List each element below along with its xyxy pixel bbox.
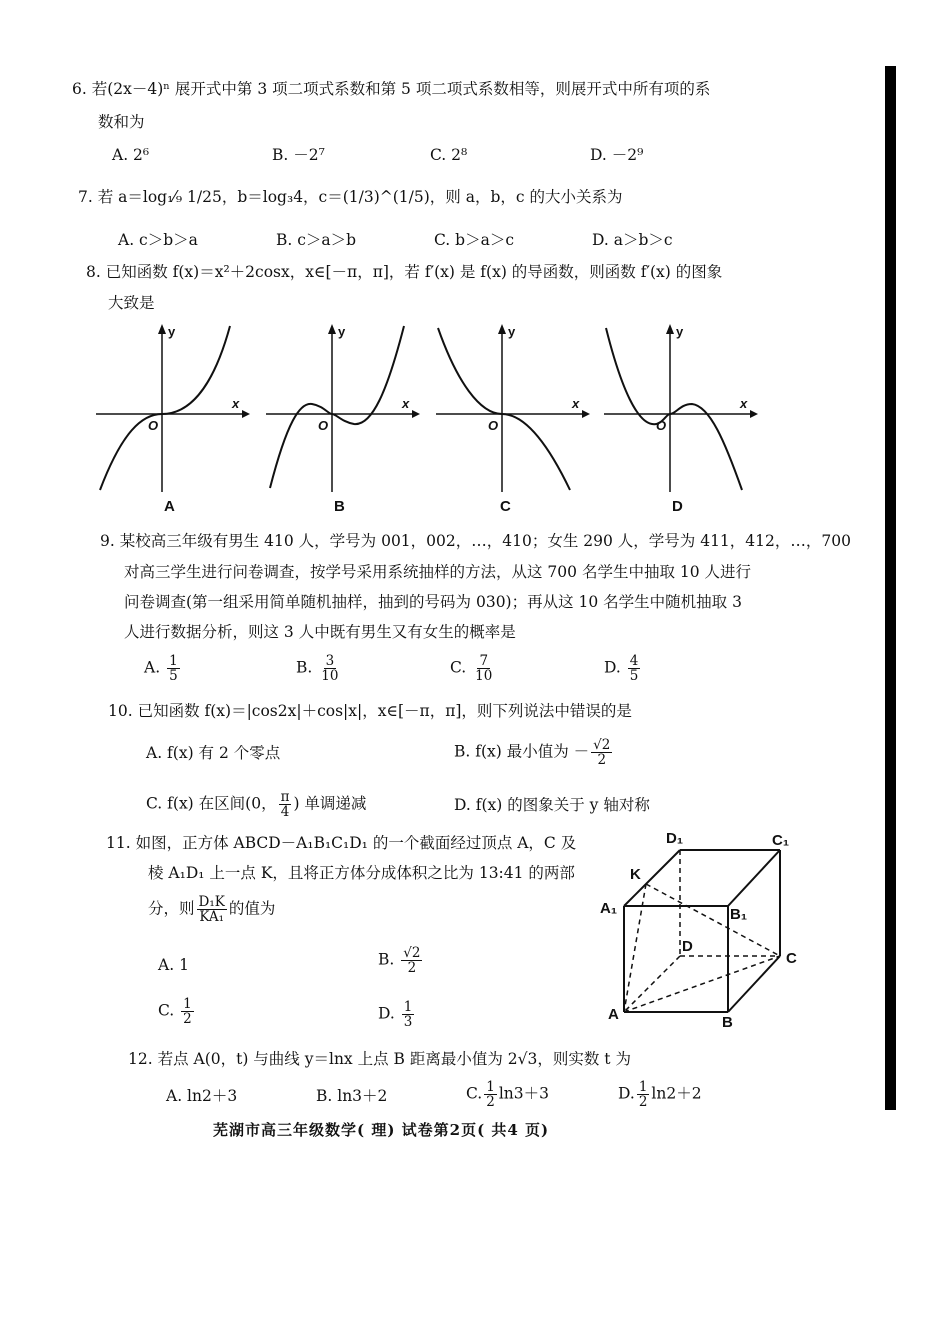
q7-stem: 7. 若 a＝log₁⁄₉ 1/25，b＝log₃4，c＝(1/3)^(1/5)，则 a，b，c 的大小关系为 [78, 188, 623, 206]
q9-line1: 9. 某校高三年级有男生 410 人，学号为 001，002，…，410；女生 290 人，学号为 411，412，…，700 [100, 532, 851, 550]
q10-option-c-num: π [280, 789, 290, 805]
q11-option-d [378, 1000, 416, 1029]
q7-option-b: B. c＞a＞b [276, 231, 357, 249]
q8-graph-a-x-label: x [232, 396, 240, 411]
q12-option-c-den: 2 [486, 1094, 495, 1111]
q10-option-c-den: 4 [280, 804, 290, 821]
q8-graph-b [262, 322, 422, 497]
q11-line3-post: 的值为 [228, 899, 276, 918]
q9-option-a [144, 654, 182, 683]
q10-option-b [454, 738, 614, 767]
q12-option-c-post: ln3＋3 [498, 1084, 549, 1103]
q11-option-b-num: √2 [403, 945, 421, 961]
q8-stem-line2: 大致是 [108, 294, 155, 312]
q11-option-d-label: D. [378, 1004, 395, 1023]
q11-option-c-den: 2 [183, 1011, 192, 1028]
q11-option-a [158, 958, 189, 974]
q8-graph-b-label: B [334, 498, 345, 515]
q8-graph-d-origin: O [656, 418, 667, 433]
cube-label-a: A [608, 1006, 619, 1023]
q12-option-d-post: ln2＋2 [651, 1084, 702, 1103]
q7-option-a: A. c＞b＞a [118, 231, 198, 249]
q9-option-d-label: D. [604, 658, 621, 677]
cube-label-b1: B₁ [730, 906, 748, 923]
page-footer: 芜湖市高三年级数学( 理) 试卷第2页( 共4 页) [213, 1121, 550, 1139]
cube-label-k: K [630, 866, 641, 883]
q8-graph-a-y-label: y [168, 324, 176, 339]
q10-stem: 10. 已知函数 f(x)＝|cos2x|＋cos|x|，x∈[－π，π]，则下列说法中错误的是 [108, 702, 632, 720]
q12-option-c-pre: C. [466, 1084, 483, 1103]
page-edge-bar [885, 66, 896, 1110]
q9-option-b-den: 10 [321, 668, 339, 685]
q11-option-d-den: 3 [403, 1014, 413, 1031]
q12-option-d-den: 2 [638, 1094, 648, 1111]
cube-label-d1: D₁ [666, 830, 684, 847]
q9-option-a-den: 5 [169, 668, 178, 685]
q11-option-a-label: A. [158, 956, 175, 974]
q9-option-c-label: C. [450, 658, 467, 677]
q12-option-c-num: 1 [486, 1079, 495, 1095]
q11-option-b-den: 2 [407, 960, 417, 977]
q12-option-d [618, 1080, 702, 1109]
q9-option-b-num: 3 [325, 653, 335, 669]
q10-option-b-text: B. f(x) 最小值为 － [454, 742, 590, 761]
q6-option-b: B. －2⁷ [272, 146, 325, 164]
q9-option-d [604, 654, 642, 683]
q10-option-a: A. f(x) 有 2 个零点 [146, 744, 281, 762]
q12-option-a: A. ln2＋3 [166, 1087, 238, 1105]
q9-option-d-num: 4 [629, 653, 639, 669]
q8-graph-a-origin: O [148, 418, 159, 433]
q10-option-b-den: 2 [597, 752, 607, 769]
q9-option-c [450, 654, 496, 683]
q6-stem-line2: 数和为 [98, 113, 145, 131]
q12-option-b: B. ln3＋2 [316, 1087, 388, 1105]
q6-option-c: C. 2⁸ [430, 146, 468, 164]
cube-label-c1: C₁ [772, 832, 790, 849]
q8-graph-d-y-label: y [676, 324, 684, 339]
q7-option-d: D. a＞b＞c [592, 231, 673, 249]
q12-option-d-pre: D. [618, 1084, 635, 1103]
q8-graph-b-x-label: x [402, 396, 410, 411]
q11-option-c [158, 997, 196, 1026]
q9-option-a-num: 1 [169, 653, 178, 669]
q8-graph-c-origin: O [488, 418, 499, 433]
q8-graph-a [92, 322, 252, 497]
q8-graph-d-x-label: x [740, 396, 748, 411]
q6-option-a: A. 2⁶ [112, 146, 150, 164]
q9-line3: 问卷调查(第一组采用简单随机抽样，抽到的号码为 030)；再从这 10 名学生中随机抽取 3 [124, 593, 742, 611]
q10-option-c-pre: C. f(x) 在区间(0， [146, 794, 277, 813]
q10-option-d: D. f(x) 的图象关于 y 轴对称 [454, 796, 650, 814]
cube-label-c: C [786, 950, 797, 967]
q10-option-b-num: √2 [593, 737, 611, 753]
cube-label-a1: A₁ [600, 900, 618, 917]
q12-option-d-num: 1 [638, 1079, 648, 1095]
q8-graph-d-label: D [672, 498, 683, 515]
q8-stem-line1: 8. 已知函数 f(x)＝x²＋2cosx，x∈[－π，π]，若 f′(x) 是 f(x) 的导函数，则函数 f′(x) 的图象 [86, 263, 723, 281]
q11-line3-pre: 分，则 [148, 899, 195, 918]
q12-stem: 12. 若点 A(0，t) 与曲线 y＝lnx 上点 B 距离最小值为 2√3，则实数 t 为 [128, 1050, 631, 1068]
q11-line1: 11. 如图，正方体 ABCD－A₁B₁C₁D₁ 的一个截面经过顶点 A，C 及 [106, 834, 577, 852]
q11-option-c-label: C. [158, 1001, 175, 1020]
q11-option-b [378, 946, 424, 975]
q8-graph-a-label: A [164, 498, 175, 515]
q11-line3 [148, 895, 275, 924]
q8-graph-b-origin: O [318, 418, 329, 433]
q6-option-d: D. －2⁹ [590, 146, 644, 164]
q12-option-c [466, 1080, 549, 1109]
q11-option-d-num: 1 [403, 999, 413, 1015]
q11-line2: 棱 A₁D₁ 上一点 K，且将正方体分成体积之比为 13:41 的两部 [148, 864, 575, 882]
cube-label-b: B [722, 1014, 733, 1031]
q11-option-a-text: 1 [179, 956, 189, 974]
q8-graph-b-y-label: y [338, 324, 346, 339]
q10-option-c [146, 790, 366, 819]
q11-option-c-num: 1 [183, 996, 192, 1012]
q9-option-b [296, 654, 342, 683]
q8-graph-c-x-label: x [572, 396, 580, 411]
q9-option-b-label: B. [296, 658, 313, 677]
q9-line2: 对高三学生进行问卷调查，按学号采用系统抽样的方法，从这 700 名学生中抽取 10 人进行 [124, 563, 752, 581]
q9-option-c-den: 10 [475, 668, 493, 685]
q6-stem-line1: 6. 若(2x－4)ⁿ 展开式中第 3 项二项式系数和第 5 项二项式系数相等，则展开式中所有项的系 [72, 80, 711, 98]
q8-graph-c-y-label: y [508, 324, 516, 339]
q11-option-b-label: B. [378, 950, 395, 969]
q7-option-c: C. b＞a＞c [434, 231, 515, 249]
q9-option-c-num: 7 [479, 653, 489, 669]
q8-graph-c [432, 322, 592, 497]
q9-option-a-label: A. [144, 658, 161, 677]
cube-figure [600, 830, 820, 1036]
cube-label-d: D [682, 938, 693, 955]
q11-line3-den: KA₁ [199, 909, 225, 926]
q11-line3-num: D₁K [198, 894, 225, 910]
q9-option-d-den: 5 [629, 668, 639, 685]
q8-graph-c-label: C [500, 498, 511, 515]
q9-line4: 人进行数据分析，则这 3 人中既有男生又有女生的概率是 [124, 623, 516, 641]
q8-graph-d [600, 322, 760, 497]
q10-option-c-post: ) 单调递减 [293, 794, 367, 813]
